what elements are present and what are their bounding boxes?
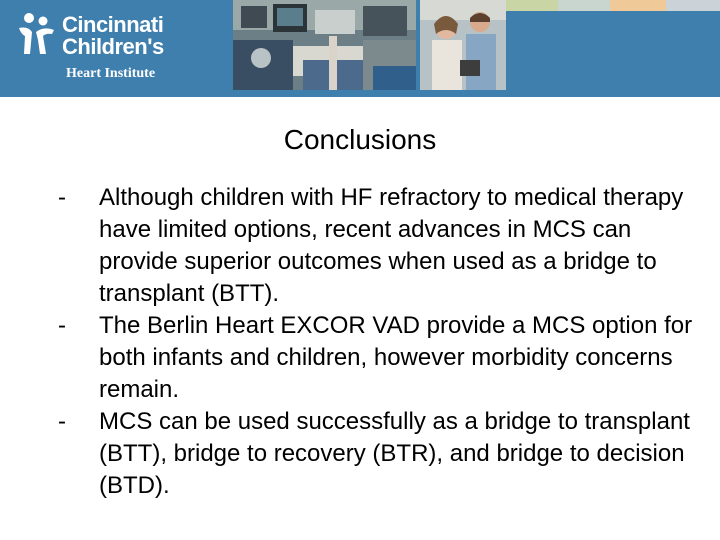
hospital-logo[interactable] [16,10,186,86]
bullet-text: MCS can be used successfully as a bridge to transplant (BTT), bridge to recovery (BTR), and bridge to decision (BTD). [99,408,690,499]
header-banner [0,0,720,97]
bullet-text: The Berlin Heart EXCOR VAD provide a MCS option for both infants and children, however morbidity concerns remain. [99,312,693,403]
bullet-list [55,182,695,502]
logo-subtitle: Heart Institute [66,66,156,81]
bullet-item [55,182,695,310]
accent-strip-mint [558,0,610,11]
bullet-marker: - [58,312,66,339]
slide-title: Conclusions [283,124,437,155]
logo-line-2: Children's [62,34,164,59]
children-figure-icon [16,12,58,56]
accent-strip-orange [610,0,666,11]
bullet-marker: - [58,184,66,211]
bullet-marker: - [58,408,66,435]
accent-strip-grey [666,0,720,11]
accent-strip-green [506,0,558,11]
hospital-equipment-photo [233,0,416,90]
bullet-text: Although children with HF refractory to medical therapy have limited options, recent advances in MCS can provide superior outcomes when used as a bridge to transplant (BTT). [99,184,684,307]
bullet-item [55,406,695,502]
patients-photo [420,0,506,90]
logo-line-1: Cincinnati [62,12,164,37]
bullet-item [55,310,695,406]
